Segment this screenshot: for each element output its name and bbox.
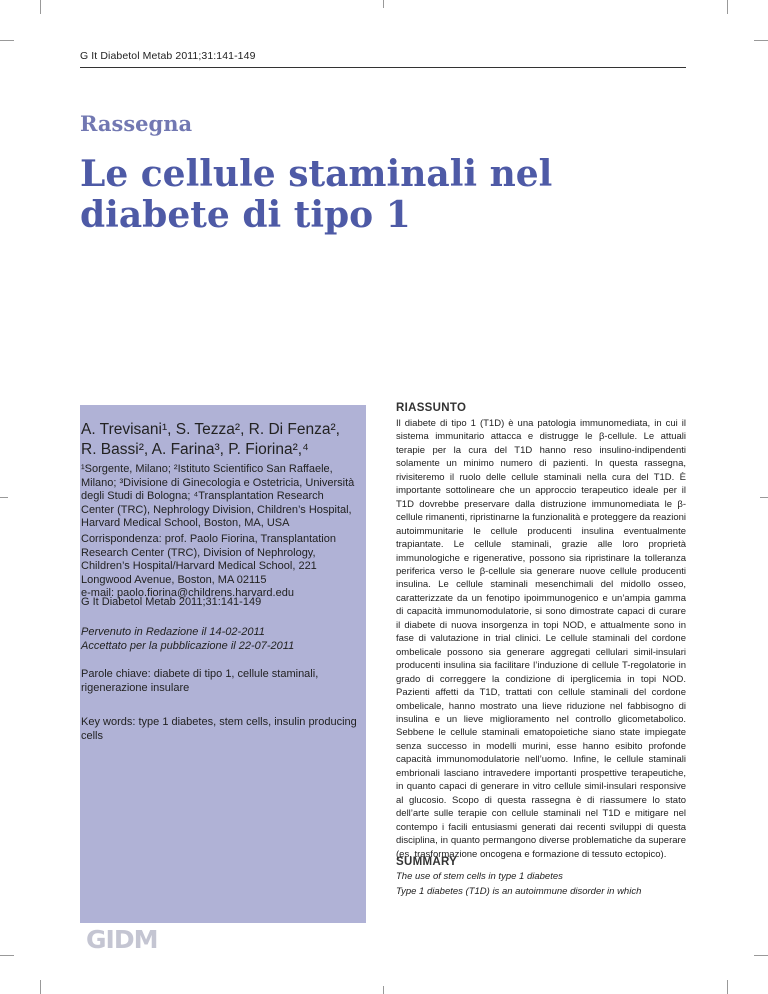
running-head: G It Diabetol Metab 2011;31:141-149: [80, 50, 256, 62]
correspondence: [81, 533, 357, 601]
crop-mark: [727, 980, 728, 994]
summary-body: Type 1 diabetes (T1D) is an autoimmune disorder in which: [396, 886, 642, 897]
crop-mark: [40, 980, 41, 994]
journal-logo: GIDM: [86, 925, 158, 954]
correspondence-line: Corrispondenza: prof. Paolo Fiorina, Transplantation: [81, 533, 336, 545]
correspondence-line: Longwood Avenue, Boston, MA 02115: [81, 573, 267, 586]
citation: G It Diabetol Metab 2011;31:141-149: [81, 596, 262, 608]
crop-mark: [0, 497, 8, 498]
crop-mark: [754, 955, 768, 956]
submission-dates: [81, 626, 357, 653]
article-title: Le cellule staminali nel diabete di tipo 1: [80, 153, 553, 236]
accepted-date: Accettato per la pubblicazione il 22-07-2011: [81, 639, 295, 652]
author-list: A. Trevisani¹, S. Tezza², R. Di Fenza², R. Bassi², A. Farina³, P. Fiorina²,⁴: [81, 421, 340, 458]
abstract-body: Il diabete di tipo 1 (T1D) è una patologia immunomediata, in cui il sistema immunitario attacca e distrugge le β-cellule. Le attuali terapie per la cura del T1D hanno reso insulino-indipendenti solamente un minimo numero di pazienti. In questa rassegna, rivisiteremo il ruolo delle cellule staminali nella cura del T1D. È importante sottolineare che un approccio terapeutico ideale per il T1D dovrebbe preservare dalla distruzione immunomediata le β-cellule rimanenti, ripristinarne la funzionalità e proteggere da reazioni autoimmunitarie le cellule producenti insulina eventualmente trapiantate. Le cellule staminali, grazie alle loro proprietà immunologiche e rigenerative, possono sia ripristinare la tolleranza periferica verso le β-cellule sia generare nuove cellule producenti insulina. Le cellule staminali mesenchimali del midollo osseo, caratterizzate da un fenotipo ipoimmunogenico e un’ampia gamma di capacità immunomodulatorie, si sono dimostrate capaci di curare il diabete di nuova insorgenza in topi NOD, e attualmente sono in fase di valutazione in trial clinici. Le cellule staminali del cordone ombelicale possono sia generare aggregati cellulari simil-insulari producenti insulina sia facilitare l’induzione di cellule T-regolatorie in grado di correggere la condizione di iperglicemia in topi NOD. Pazienti affetti da T1D, trattati con cellule staminali del cordone ombelicale, hanno mostrato una lieve riduzione nel fabbisogno di insulina e un lieve miglioramento nel controllo glicometabolico. Sebbene le cellule staminali ematopoietiche siano state impiegate senza successo in modelli murini, esse hanno esibito profonde capacità immunomodulatorie nell’uomo. Infine, le cellule staminali embrionali lasciano intravedere importanti prospettive terapeutiche, in quanto capaci di generare in vitro cellule simil-insulari responsive al glucosio. Scopo di questa rassegna è di riassumere lo stato dell’arte sulle terapie con cellule staminali nel T1D e mitigare nel contempo i facili entusiasmi generati dai recenti sviluppi di questa disciplina, in quanto permangono diverse problematiche da superare (es. trasformazione oncogena e formazione di tessuto ectopico).: [396, 418, 686, 860]
header-rule: [80, 67, 686, 68]
summary-title: The use of stem cells in type 1 diabetes: [396, 871, 563, 882]
correspondence-email: e-mail: paolo.fiorina@childrens.harvard.edu: [81, 587, 294, 599]
affiliations: ¹Sorgente, Milano; ²Istituto Scientifico San Raffaele, Milano; ³Divisione di Ginecologia e Ostetricia, Università degli Studi di Bologna; ⁴Transplantation Research Center (TRC), Nephrology Division, Children’s Hospital, Harvard Medical School, Boston, MA, USA: [81, 463, 355, 529]
crop-mark: [760, 497, 768, 498]
keywords-english: Key words: type 1 diabetes, stem cells, insulin producing cells: [81, 716, 357, 742]
correspondence-line: Research Center (TRC), Division of Nephrology,: [81, 546, 316, 559]
crop-mark: [383, 986, 384, 994]
crop-mark: [727, 0, 728, 14]
crop-mark: [0, 955, 14, 956]
crop-mark: [40, 0, 41, 14]
keywords-italian: Parole chiave: diabete di tipo 1, cellule staminali, rigenerazione insulare: [81, 668, 319, 694]
section-label: Rassegna: [80, 111, 193, 136]
crop-mark: [383, 0, 384, 8]
crop-mark: [0, 40, 14, 41]
correspondence-line: Children’s Hospital/Harvard Medical School, 221: [81, 560, 317, 572]
crop-mark: [754, 40, 768, 41]
summary-heading: SUMMARY: [396, 856, 458, 868]
abstract-heading: RIASSUNTO: [396, 402, 467, 414]
received-date: Pervenuto in Redazione il 14-02-2011: [81, 626, 265, 638]
